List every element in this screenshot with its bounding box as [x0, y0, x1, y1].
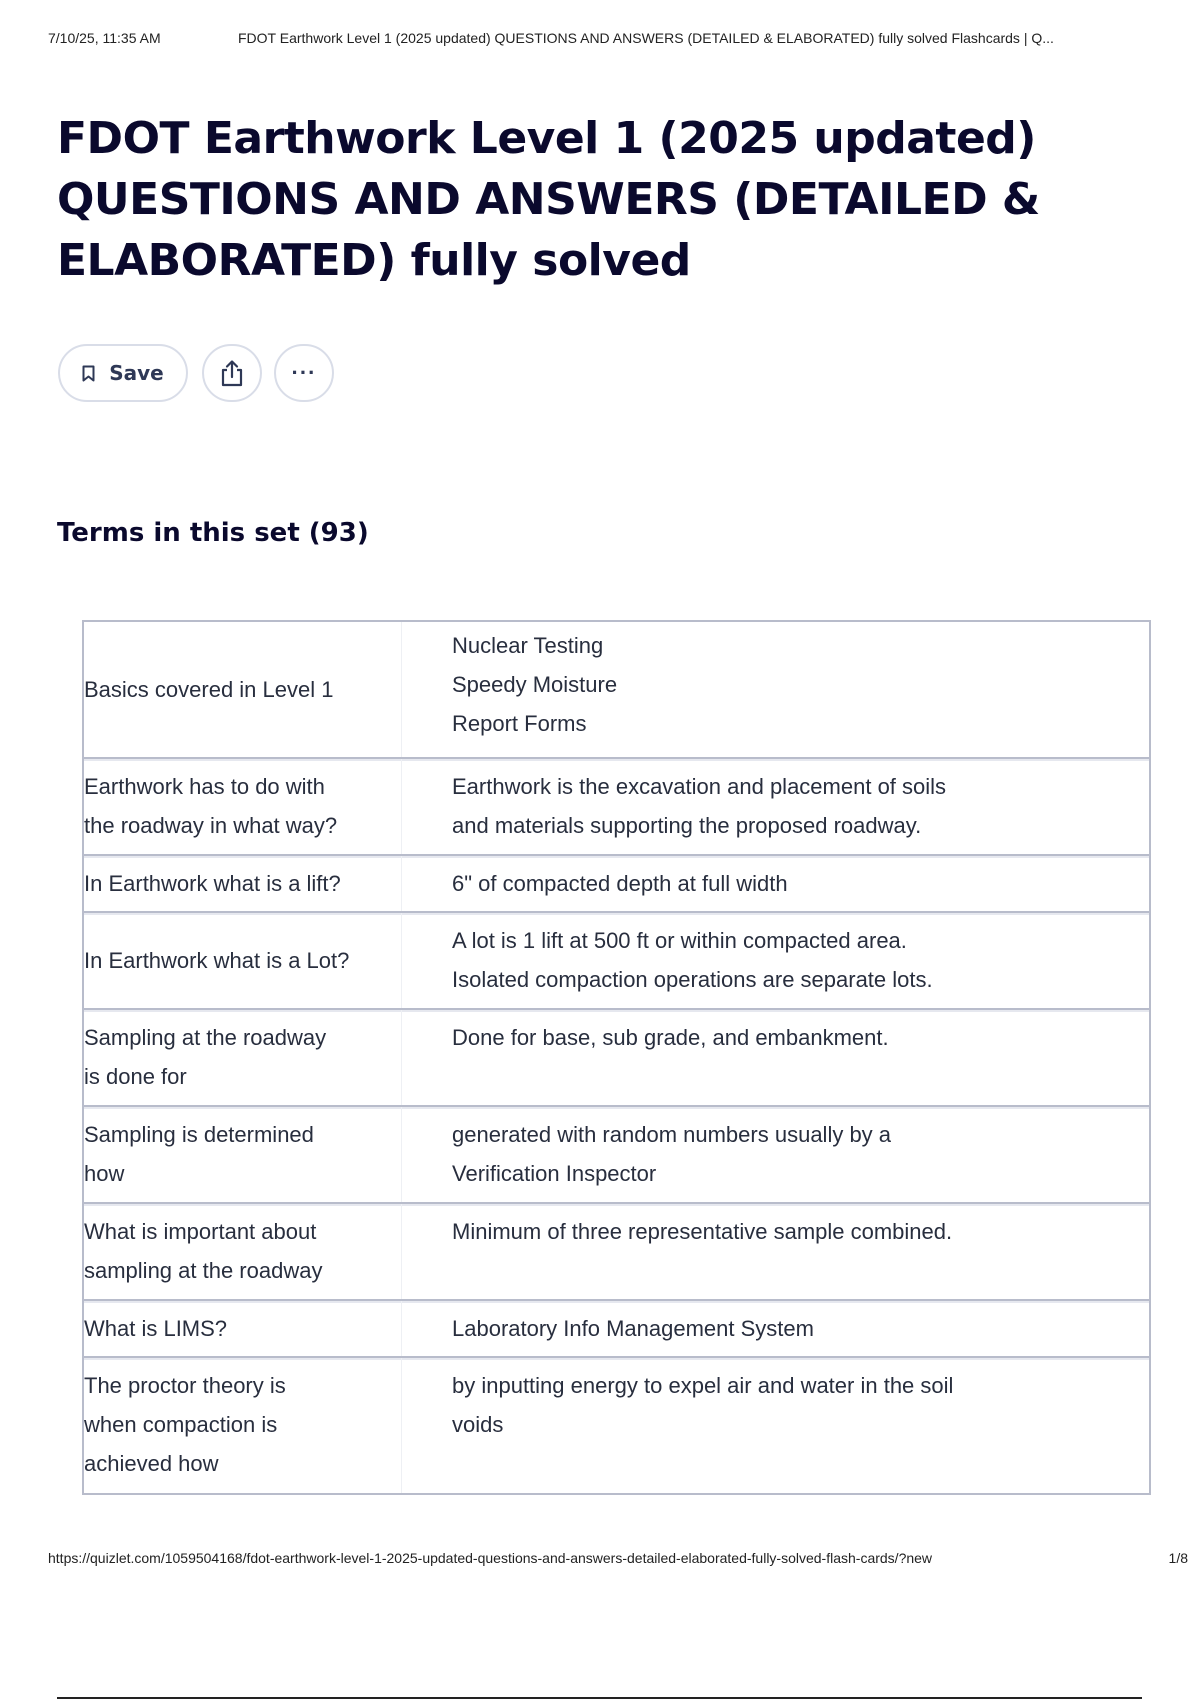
definition-text	[402, 759, 1149, 854]
page-url: https://quizlet.com/1059504168/fdot-earthwork-level-1-2025-updated-questions-and-answers-detailed-elaborated-fully-solved-flash-cards/?new	[48, 1550, 933, 1566]
term-line: how	[84, 1161, 125, 1186]
definition-line: and materials supporting the proposed roadway.	[452, 813, 922, 838]
term-text	[84, 1358, 402, 1493]
term-line: is done for	[84, 1064, 187, 1089]
definition-text	[402, 622, 1149, 757]
save-button-label: Save	[109, 361, 164, 385]
print-doc-title: FDOT Earthwork Level 1 (2025 updated) QUESTIONS AND ANSWERS (DETAILED & ELABORATED) fully solved Flashcards | Q...	[238, 30, 1054, 46]
page-title: FDOT Earthwork Level 1 (2025 updated) QUESTIONS AND ANSWERS (DETAILED & ELABORATED) fully solved	[57, 113, 1040, 286]
definition-text	[402, 913, 1149, 1008]
term-line: when compaction is	[84, 1412, 278, 1437]
term-line: Sampling at the roadway	[84, 1025, 327, 1050]
definition-line: generated with random numbers usually by a	[452, 1122, 892, 1147]
definition-text	[402, 1107, 1149, 1202]
term-row	[84, 1358, 1149, 1493]
term-row	[84, 759, 1149, 856]
term-text: In Earthwork what is a lift?	[84, 856, 402, 911]
term-line: What is important about	[84, 1219, 317, 1244]
definition-text	[402, 1358, 1149, 1493]
bottom-divider	[57, 1697, 1142, 1699]
term-row	[84, 1010, 1149, 1107]
term-row	[84, 1107, 1149, 1204]
term-text: What is LIMS?	[84, 1301, 402, 1356]
definition-text: Minimum of three representative sample combined.	[452, 1219, 953, 1244]
term-row	[84, 913, 1149, 1010]
definition-line: A lot is 1 lift at 500 ft or within compacted area.	[452, 928, 907, 953]
share-button[interactable]	[202, 344, 262, 402]
term-text	[84, 1107, 402, 1202]
term-line: The proctor theory is	[84, 1373, 286, 1398]
bookmark-icon	[82, 365, 95, 382]
terms-heading: Terms in this set (93)	[57, 518, 369, 548]
term-text	[84, 1204, 402, 1299]
definition-line: Nuclear Testing	[452, 633, 604, 658]
definition-text: Laboratory Info Management System	[452, 1316, 814, 1341]
term-text	[84, 1010, 402, 1105]
more-icon: ···	[291, 360, 317, 385]
share-icon	[219, 359, 245, 387]
term-text	[84, 759, 402, 854]
print-date: 7/10/25, 11:35 AM	[48, 30, 161, 46]
term-row	[84, 856, 1149, 913]
definition-line: voids	[452, 1412, 504, 1437]
term-row	[84, 1204, 1149, 1301]
term-row	[84, 1301, 1149, 1358]
definition-line: Verification Inspector	[452, 1161, 657, 1186]
terms-table	[82, 620, 1151, 1495]
definition-text: Done for base, sub grade, and embankment.	[452, 1025, 889, 1050]
term-line: achieved how	[84, 1451, 219, 1476]
term-line: the roadway in what way?	[84, 813, 338, 838]
definition-text: 6" of compacted depth at full width	[452, 871, 788, 896]
term-row	[84, 622, 1149, 759]
term-line: Sampling is determined	[84, 1122, 314, 1147]
term-text: Basics covered in Level 1	[84, 622, 402, 757]
definition-line: by inputting energy to expel air and water in the soil	[452, 1373, 954, 1398]
definition-line: Earthwork is the excavation and placement of soils	[452, 774, 947, 799]
definition-line: Report Forms	[452, 711, 587, 736]
term-line: sampling at the roadway	[84, 1258, 323, 1283]
term-text: In Earthwork what is a Lot?	[84, 913, 402, 1008]
definition-line: Isolated compaction operations are separate lots.	[452, 967, 933, 992]
definition-line: Speedy Moisture	[452, 672, 618, 697]
term-line: Earthwork has to do with	[84, 774, 325, 799]
save-button[interactable]	[58, 344, 188, 402]
more-options-button[interactable]	[274, 344, 334, 402]
page-number: 1/8	[1168, 1550, 1188, 1566]
